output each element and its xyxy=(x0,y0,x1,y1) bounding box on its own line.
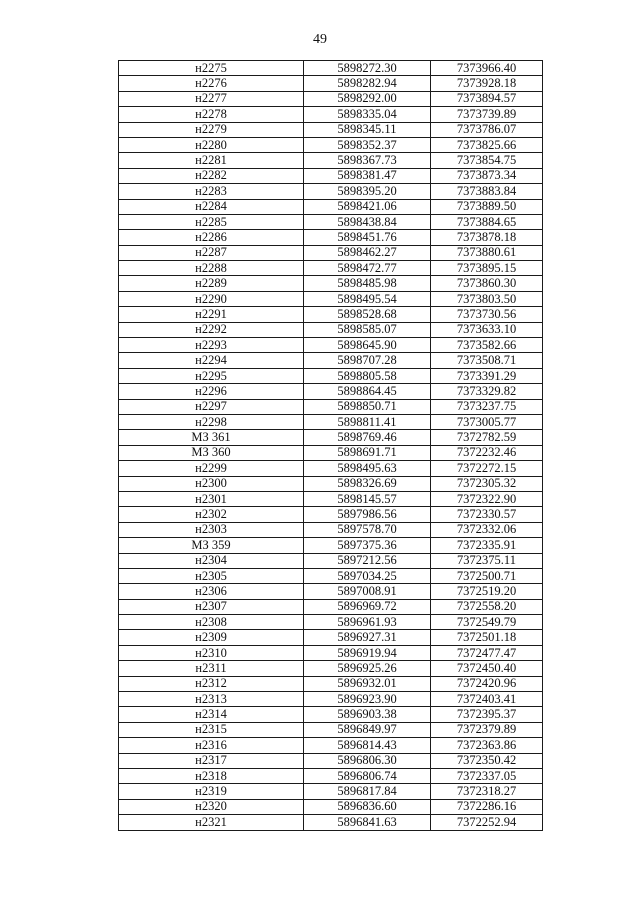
y-coordinate-cell: 7373739.89 xyxy=(431,107,543,122)
x-coordinate-cell: 5898395.20 xyxy=(304,184,431,199)
y-coordinate-cell: 7372350.42 xyxy=(431,753,543,768)
table-row xyxy=(119,199,543,214)
x-coordinate-cell: 5896969.72 xyxy=(304,599,431,614)
table-row xyxy=(119,338,543,353)
point-name-cell: н2300 xyxy=(119,476,304,491)
point-name-cell: н2317 xyxy=(119,753,304,768)
point-name-cell: н2297 xyxy=(119,399,304,414)
y-coordinate-cell: 7372322.90 xyxy=(431,491,543,506)
y-coordinate-cell: 7372305.32 xyxy=(431,476,543,491)
point-name-cell: н2288 xyxy=(119,261,304,276)
point-name-cell: н2278 xyxy=(119,107,304,122)
x-coordinate-cell: 5898367.73 xyxy=(304,153,431,168)
x-coordinate-cell: 5898421.06 xyxy=(304,199,431,214)
x-coordinate-cell: 5897212.56 xyxy=(304,553,431,568)
x-coordinate-cell: 5898272.30 xyxy=(304,61,431,76)
x-coordinate-cell: 5898850.71 xyxy=(304,399,431,414)
y-coordinate-cell: 7372782.59 xyxy=(431,430,543,445)
y-coordinate-cell: 7372500.71 xyxy=(431,568,543,583)
point-name-cell: н2291 xyxy=(119,307,304,322)
x-coordinate-cell: 5898335.04 xyxy=(304,107,431,122)
table-row xyxy=(119,368,543,383)
x-coordinate-cell: 5897034.25 xyxy=(304,568,431,583)
x-coordinate-cell: 5898145.57 xyxy=(304,491,431,506)
y-coordinate-cell: 7372501.18 xyxy=(431,630,543,645)
point-name-cell: н2315 xyxy=(119,722,304,737)
x-coordinate-cell: 5898326.69 xyxy=(304,476,431,491)
y-coordinate-cell: 7373860.30 xyxy=(431,276,543,291)
y-coordinate-cell: 7373883.84 xyxy=(431,184,543,199)
point-name-cell: н2314 xyxy=(119,707,304,722)
point-name-cell: н2295 xyxy=(119,368,304,383)
y-coordinate-cell: 7373005.77 xyxy=(431,414,543,429)
point-name-cell: н2306 xyxy=(119,584,304,599)
y-coordinate-cell: 7373878.18 xyxy=(431,230,543,245)
y-coordinate-cell: 7373880.61 xyxy=(431,245,543,260)
table-row xyxy=(119,507,543,522)
point-name-cell: н2303 xyxy=(119,522,304,537)
point-name-cell: н2290 xyxy=(119,291,304,306)
y-coordinate-cell: 7372558.20 xyxy=(431,599,543,614)
table-row xyxy=(119,137,543,152)
y-coordinate-cell: 7372330.57 xyxy=(431,507,543,522)
table-row xyxy=(119,599,543,614)
y-coordinate-cell: 7372379.89 xyxy=(431,722,543,737)
y-coordinate-cell: 7373884.65 xyxy=(431,214,543,229)
table-row xyxy=(119,768,543,783)
table-row xyxy=(119,245,543,260)
table-row xyxy=(119,276,543,291)
point-name-cell: МЗ 360 xyxy=(119,445,304,460)
point-name-cell: н2279 xyxy=(119,122,304,137)
y-coordinate-cell: 7373873.34 xyxy=(431,168,543,183)
y-coordinate-cell: 7372420.96 xyxy=(431,676,543,691)
y-coordinate-cell: 7372363.86 xyxy=(431,738,543,753)
table-row xyxy=(119,676,543,691)
y-coordinate-cell: 7372403.41 xyxy=(431,692,543,707)
point-name-cell: н2276 xyxy=(119,76,304,91)
point-name-cell: н2282 xyxy=(119,168,304,183)
table-row xyxy=(119,815,543,830)
table-row xyxy=(119,168,543,183)
y-coordinate-cell: 7372477.47 xyxy=(431,645,543,660)
x-coordinate-cell: 5896919.94 xyxy=(304,645,431,660)
point-name-cell: н2294 xyxy=(119,353,304,368)
y-coordinate-cell: 7373329.82 xyxy=(431,384,543,399)
y-coordinate-cell: 7372252.94 xyxy=(431,815,543,830)
coordinates-table xyxy=(118,60,543,831)
x-coordinate-cell: 5898451.76 xyxy=(304,230,431,245)
point-name-cell: н2298 xyxy=(119,414,304,429)
y-coordinate-cell: 7372450.40 xyxy=(431,661,543,676)
point-name-cell: н2283 xyxy=(119,184,304,199)
point-name-cell: н2284 xyxy=(119,199,304,214)
table-row xyxy=(119,615,543,630)
table-row xyxy=(119,461,543,476)
point-name-cell: н2292 xyxy=(119,322,304,337)
table-row xyxy=(119,322,543,337)
table-row xyxy=(119,414,543,429)
point-name-cell: н2287 xyxy=(119,245,304,260)
x-coordinate-cell: 5896849.97 xyxy=(304,722,431,737)
point-name-cell: н2281 xyxy=(119,153,304,168)
y-coordinate-cell: 7372232.46 xyxy=(431,445,543,460)
table-row xyxy=(119,430,543,445)
y-coordinate-cell: 7373894.57 xyxy=(431,91,543,106)
x-coordinate-cell: 5898485.98 xyxy=(304,276,431,291)
y-coordinate-cell: 7373803.50 xyxy=(431,291,543,306)
point-name-cell: н2286 xyxy=(119,230,304,245)
table-row xyxy=(119,692,543,707)
x-coordinate-cell: 5898805.58 xyxy=(304,368,431,383)
x-coordinate-cell: 5897375.36 xyxy=(304,538,431,553)
y-coordinate-cell: 7373391.29 xyxy=(431,368,543,383)
y-coordinate-cell: 7373928.18 xyxy=(431,76,543,91)
y-coordinate-cell: 7372375.11 xyxy=(431,553,543,568)
x-coordinate-cell: 5898864.45 xyxy=(304,384,431,399)
x-coordinate-cell: 5896903.38 xyxy=(304,707,431,722)
table-row xyxy=(119,291,543,306)
x-coordinate-cell: 5898495.54 xyxy=(304,291,431,306)
table-row xyxy=(119,353,543,368)
point-name-cell: н2293 xyxy=(119,338,304,353)
x-coordinate-cell: 5898769.46 xyxy=(304,430,431,445)
point-name-cell: н2311 xyxy=(119,661,304,676)
x-coordinate-cell: 5896806.74 xyxy=(304,768,431,783)
y-coordinate-cell: 7373582.66 xyxy=(431,338,543,353)
point-name-cell: н2321 xyxy=(119,815,304,830)
table-row xyxy=(119,445,543,460)
table-row xyxy=(119,538,543,553)
y-coordinate-cell: 7373730.56 xyxy=(431,307,543,322)
point-name-cell: н2277 xyxy=(119,91,304,106)
x-coordinate-cell: 5898462.27 xyxy=(304,245,431,260)
table-row xyxy=(119,76,543,91)
x-coordinate-cell: 5896927.31 xyxy=(304,630,431,645)
x-coordinate-cell: 5896841.63 xyxy=(304,815,431,830)
point-name-cell: н2301 xyxy=(119,491,304,506)
table-row xyxy=(119,661,543,676)
point-name-cell: н2280 xyxy=(119,137,304,152)
y-coordinate-cell: 7373237.75 xyxy=(431,399,543,414)
x-coordinate-cell: 5896836.60 xyxy=(304,799,431,814)
x-coordinate-cell: 5896923.90 xyxy=(304,692,431,707)
point-name-cell: н2316 xyxy=(119,738,304,753)
x-coordinate-cell: 5898811.41 xyxy=(304,414,431,429)
point-name-cell: н2299 xyxy=(119,461,304,476)
x-coordinate-cell: 5898495.63 xyxy=(304,461,431,476)
table-row xyxy=(119,476,543,491)
point-name-cell: н2285 xyxy=(119,214,304,229)
y-coordinate-cell: 7373508.71 xyxy=(431,353,543,368)
x-coordinate-cell: 5898528.68 xyxy=(304,307,431,322)
y-coordinate-cell: 7372549.79 xyxy=(431,615,543,630)
table-row xyxy=(119,399,543,414)
x-coordinate-cell: 5896932.01 xyxy=(304,676,431,691)
table-row xyxy=(119,184,543,199)
y-coordinate-cell: 7372332.06 xyxy=(431,522,543,537)
point-name-cell: МЗ 359 xyxy=(119,538,304,553)
point-name-cell: н2313 xyxy=(119,692,304,707)
point-name-cell: н2320 xyxy=(119,799,304,814)
coordinates-table-body xyxy=(119,61,543,831)
point-name-cell: МЗ 361 xyxy=(119,430,304,445)
x-coordinate-cell: 5898352.37 xyxy=(304,137,431,152)
table-row xyxy=(119,722,543,737)
y-coordinate-cell: 7373825.66 xyxy=(431,137,543,152)
table-row xyxy=(119,522,543,537)
y-coordinate-cell: 7373854.75 xyxy=(431,153,543,168)
table-row xyxy=(119,584,543,599)
point-name-cell: н2309 xyxy=(119,630,304,645)
y-coordinate-cell: 7372337.05 xyxy=(431,768,543,783)
table-row xyxy=(119,153,543,168)
page-number: 49 xyxy=(313,32,327,47)
table-row xyxy=(119,384,543,399)
point-name-cell: н2310 xyxy=(119,645,304,660)
x-coordinate-cell: 5897008.91 xyxy=(304,584,431,599)
y-coordinate-cell: 7372335.91 xyxy=(431,538,543,553)
table-row xyxy=(119,214,543,229)
table-row xyxy=(119,91,543,106)
y-coordinate-cell: 7373786.07 xyxy=(431,122,543,137)
x-coordinate-cell: 5896806.30 xyxy=(304,753,431,768)
x-coordinate-cell: 5898345.11 xyxy=(304,122,431,137)
point-name-cell: н2307 xyxy=(119,599,304,614)
y-coordinate-cell: 7373889.50 xyxy=(431,199,543,214)
y-coordinate-cell: 7372318.27 xyxy=(431,784,543,799)
x-coordinate-cell: 5898292.00 xyxy=(304,91,431,106)
table-row xyxy=(119,784,543,799)
table-row xyxy=(119,230,543,245)
point-name-cell: н2319 xyxy=(119,784,304,799)
table-row xyxy=(119,261,543,276)
table-row xyxy=(119,738,543,753)
x-coordinate-cell: 5898707.28 xyxy=(304,353,431,368)
table-row xyxy=(119,122,543,137)
x-coordinate-cell: 5898645.90 xyxy=(304,338,431,353)
y-coordinate-cell: 7373966.40 xyxy=(431,61,543,76)
x-coordinate-cell: 5896925.26 xyxy=(304,661,431,676)
table-row xyxy=(119,799,543,814)
x-coordinate-cell: 5898282.94 xyxy=(304,76,431,91)
x-coordinate-cell: 5898585.07 xyxy=(304,322,431,337)
table-row xyxy=(119,707,543,722)
table-row xyxy=(119,645,543,660)
x-coordinate-cell: 5898438.84 xyxy=(304,214,431,229)
y-coordinate-cell: 7372395.37 xyxy=(431,707,543,722)
point-name-cell: н2302 xyxy=(119,507,304,522)
point-name-cell: н2289 xyxy=(119,276,304,291)
y-coordinate-cell: 7372519.20 xyxy=(431,584,543,599)
table-row xyxy=(119,61,543,76)
y-coordinate-cell: 7372286.16 xyxy=(431,799,543,814)
point-name-cell: н2308 xyxy=(119,615,304,630)
point-name-cell: н2305 xyxy=(119,568,304,583)
point-name-cell: н2296 xyxy=(119,384,304,399)
x-coordinate-cell: 5897986.56 xyxy=(304,507,431,522)
x-coordinate-cell: 5898381.47 xyxy=(304,168,431,183)
point-name-cell: н2312 xyxy=(119,676,304,691)
x-coordinate-cell: 5896814.43 xyxy=(304,738,431,753)
table-row xyxy=(119,107,543,122)
table-row xyxy=(119,307,543,322)
table-row xyxy=(119,630,543,645)
table-row xyxy=(119,491,543,506)
table-row xyxy=(119,753,543,768)
table-row xyxy=(119,553,543,568)
x-coordinate-cell: 5897578.70 xyxy=(304,522,431,537)
x-coordinate-cell: 5896817.84 xyxy=(304,784,431,799)
point-name-cell: н2318 xyxy=(119,768,304,783)
point-name-cell: н2304 xyxy=(119,553,304,568)
point-name-cell: н2275 xyxy=(119,61,304,76)
x-coordinate-cell: 5896961.93 xyxy=(304,615,431,630)
x-coordinate-cell: 5898691.71 xyxy=(304,445,431,460)
y-coordinate-cell: 7373895.15 xyxy=(431,261,543,276)
y-coordinate-cell: 7372272.15 xyxy=(431,461,543,476)
x-coordinate-cell: 5898472.77 xyxy=(304,261,431,276)
y-coordinate-cell: 7373633.10 xyxy=(431,322,543,337)
table-row xyxy=(119,568,543,583)
